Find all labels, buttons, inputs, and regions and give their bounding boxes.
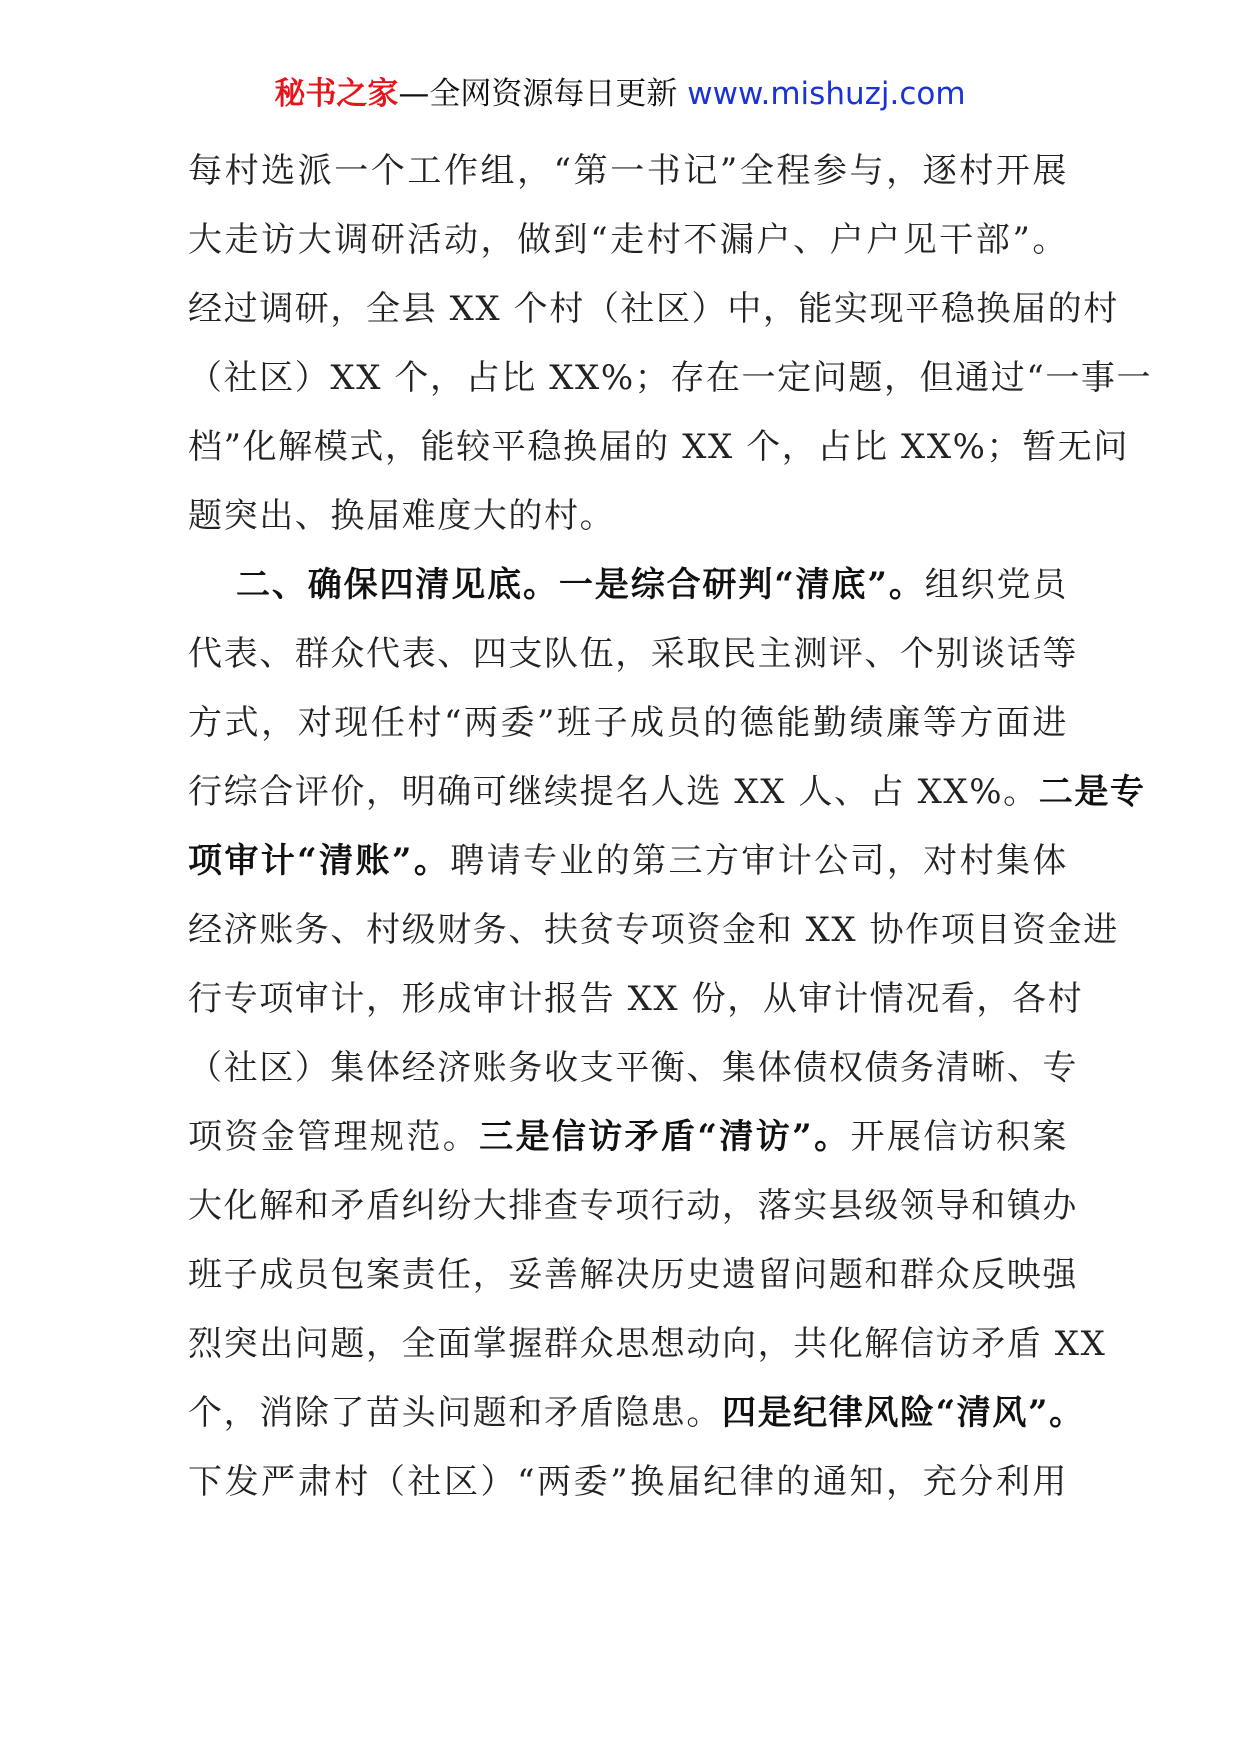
bold-text-segment: 二、确保四清见底。一是综合研判“清底”。 — [236, 565, 925, 605]
text-segment: 下发严肃村（社区）“两委”换届纪律的通知，充分利用 — [188, 1462, 1068, 1502]
text-segment: 开展信访积案 — [850, 1117, 1068, 1157]
text-line — [188, 1448, 1068, 1517]
text-line — [188, 413, 1129, 482]
text-line — [188, 965, 1084, 1034]
text-segment: 班子成员包案责任，妥善解决历史遗留问题和群众反映强 — [188, 1255, 1078, 1295]
text-line — [188, 275, 1119, 344]
text-line — [188, 620, 1078, 689]
text-line — [188, 896, 1119, 965]
text-segment: 档”化解模式，能较平稳换届的 XX 个，占比 XX%；暂无问 — [188, 427, 1129, 467]
bold-text-segment: 二是专 — [1038, 772, 1146, 812]
page-header — [0, 70, 1240, 118]
text-segment: 烈突出问题，全面掌握群众思想动向，共化解信访矛盾 XX — [188, 1324, 1107, 1364]
text-segment: 大化解和矛盾纠纷大排查专项行动，落实县级领导和镇办 — [188, 1186, 1078, 1226]
text-segment: 大走访大调研活动，做到“走村不漏户、户户见干部”。 — [188, 220, 1068, 260]
text-segment: 经过调研，全县 XX 个村（社区）中，能实现平稳换届的村 — [188, 289, 1119, 329]
text-segment: 个，消除了苗头问题和矛盾隐患。 — [188, 1393, 722, 1433]
text-segment: 题突出、换届难度大的村。 — [188, 496, 616, 536]
text-segment: 组织党员 — [924, 565, 1068, 605]
text-line — [188, 344, 1153, 413]
text-segment: 行综合评价，明确可继续提名人选 XX 人、占 XX%。 — [188, 772, 1039, 812]
text-segment: （社区）集体经济账务收支平衡、集体债权债务清晰、专 — [188, 1048, 1078, 1088]
text-segment: 方式，对现任村“两委”班子成员的德能勤绩廉等方面进 — [188, 703, 1068, 743]
text-line — [188, 1172, 1078, 1241]
bold-text-segment: 项审计“清账”。 — [188, 841, 451, 881]
bold-text-segment: 三是信访矛盾“清访”。 — [479, 1117, 851, 1157]
text-line — [188, 689, 1068, 758]
text-line — [188, 1241, 1078, 1310]
document-body — [188, 137, 1153, 1517]
text-line — [188, 206, 1068, 275]
text-line — [188, 1034, 1078, 1103]
text-line — [188, 482, 1068, 551]
text-line — [188, 1379, 1085, 1448]
text-segment: 聘请专业的第三方审计公司，对村集体 — [450, 841, 1069, 881]
text-line — [188, 1310, 1107, 1379]
text-line — [188, 827, 1068, 896]
text-segment: 每村选派一个工作组，“第一书记”全程参与，逐村开展 — [188, 151, 1068, 191]
header-site-link[interactable]: www.mishuzj.com — [687, 76, 966, 112]
text-line — [188, 1103, 1068, 1172]
text-segment: 项资金管理规范。 — [188, 1117, 480, 1157]
text-segment: 经济账务、村级财务、扶贫专项资金和 XX 协作项目资金进 — [188, 910, 1119, 950]
bold-text-segment: 四是纪律风险“清风”。 — [722, 1393, 1085, 1433]
text-line — [188, 551, 1068, 620]
text-line — [188, 137, 1068, 206]
header-brand: 秘书之家 — [274, 76, 399, 112]
text-line — [188, 758, 1146, 827]
text-segment: 行专项审计，形成审计报告 XX 份，从审计情况看，各村 — [188, 979, 1084, 1019]
header-slogan: —全网资源每日更新 — [398, 76, 678, 112]
text-segment: （社区）XX 个，占比 XX%；存在一定问题，但通过“一事一 — [188, 358, 1153, 398]
text-segment: 代表、群众代表、四支队伍，采取民主测评、个别谈话等 — [188, 634, 1078, 674]
